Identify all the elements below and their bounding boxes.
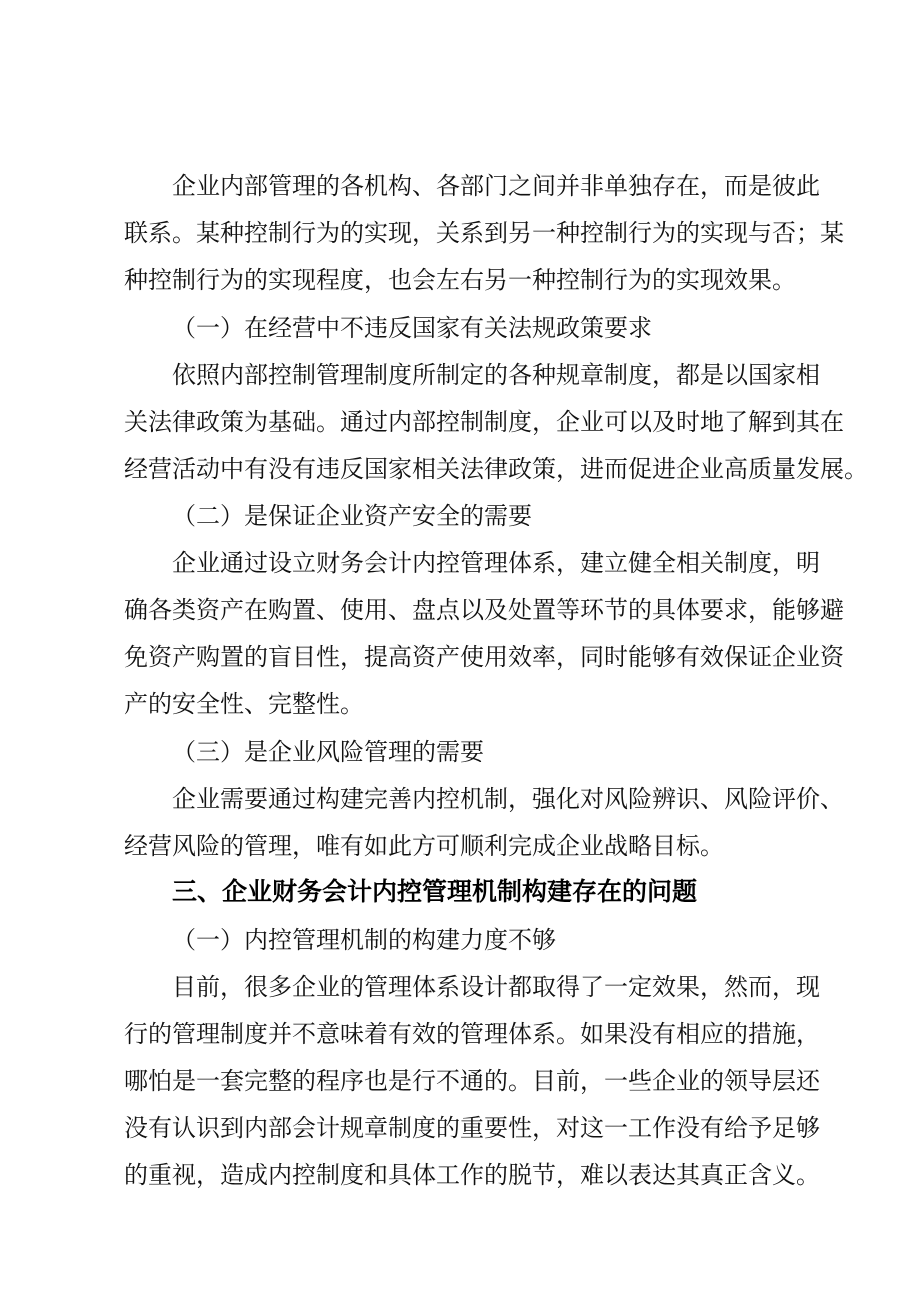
paragraph-2-line-2: 关法律政策为基础。通过内部控制制度，企业可以及时地了解到其在 bbox=[124, 408, 844, 436]
paragraph-4-line-2: 经营风险的管理，唯有如此方可顺利完成企业战略目标。 bbox=[124, 832, 724, 860]
paragraph-5-line-5: 的重视，造成内控制度和具体工作的脱节，难以表达其真正含义。 bbox=[124, 1161, 820, 1189]
paragraph-1-line-1: 企业内部管理的各机构、各部门之间并非单独存在，而是彼此 bbox=[172, 172, 820, 200]
subheading-4: （一）内控管理机制的构建力度不够 bbox=[172, 926, 556, 954]
paragraph-1-line-2: 联系。某种控制行为的实现，关系到另一种控制行为的实现与否；某 bbox=[124, 219, 844, 247]
subheading-1: （一）在经营中不违反国家有关法规政策要求 bbox=[172, 314, 652, 342]
section-heading: 三、企业财务会计内控管理机制构建存在的问题 bbox=[172, 877, 698, 906]
paragraph-2-line-3: 经营活动中有没有违反国家相关法律政策，进而促进企业高质量发展。 bbox=[124, 455, 868, 483]
subheading-2: （二）是保证企业资产安全的需要 bbox=[172, 502, 532, 530]
paragraph-3-line-4: 产的安全性、完整性。 bbox=[124, 690, 364, 718]
paragraph-3-line-1: 企业通过设立财务会计内控管理体系，建立健全相关制度，明 bbox=[172, 549, 820, 577]
paragraph-5-line-4: 没有认识到内部会计规章制度的重要性，对这一工作没有给予足够 bbox=[124, 1114, 820, 1142]
paragraph-5-line-1: 目前，很多企业的管理体系设计都取得了一定效果，然而，现 bbox=[172, 973, 820, 1001]
paragraph-3-line-3: 免资产购置的盲目性，提高资产使用效率，同时能够有效保证企业资 bbox=[124, 643, 844, 671]
paragraph-1-line-3: 种控制行为的实现程度，也会左右另一种控制行为的实现效果。 bbox=[124, 266, 796, 294]
paragraph-5-line-3: 哪怕是一套完整的程序也是行不通的。目前，一些企业的领导层还 bbox=[124, 1067, 820, 1095]
paragraph-3-line-2: 确各类资产在购置、使用、盘点以及处置等环节的具体要求，能够避 bbox=[124, 596, 844, 624]
subheading-3: （三）是企业风险管理的需要 bbox=[172, 738, 484, 766]
paragraph-4-line-1: 企业需要通过构建完善内控机制，强化对风险辨识、风险评价、 bbox=[172, 785, 844, 813]
paragraph-2-line-1: 依照内部控制管理制度所制定的各种规章制度，都是以国家相 bbox=[172, 361, 820, 389]
paragraph-5-line-2: 行的管理制度并不意味着有效的管理体系。如果没有相应的措施， bbox=[124, 1020, 820, 1048]
